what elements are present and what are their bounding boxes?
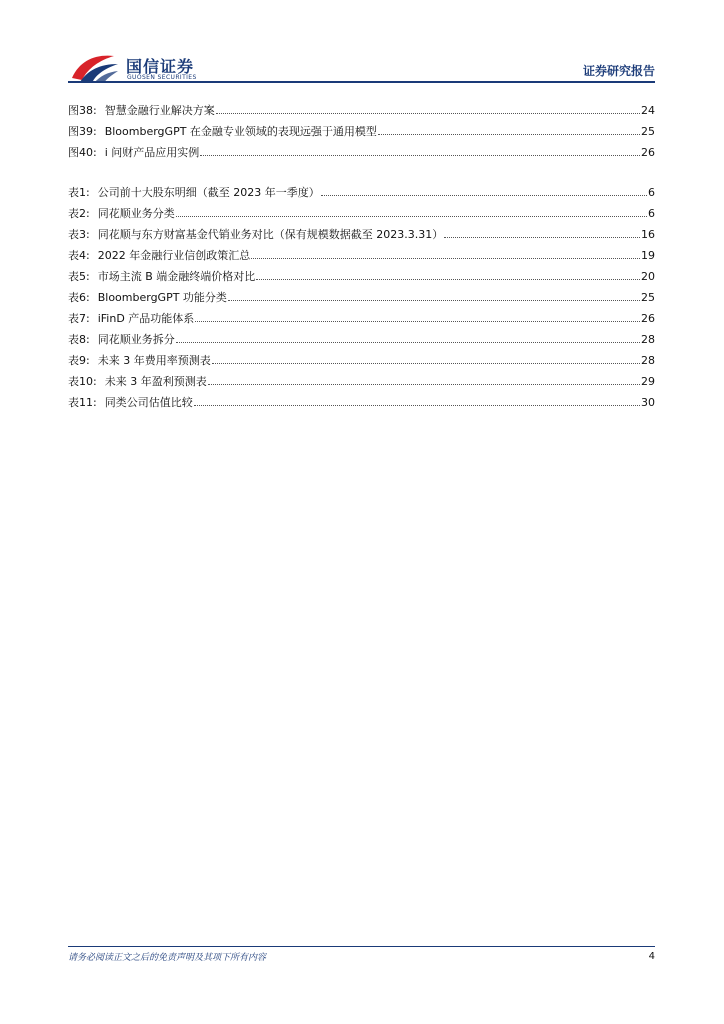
table-label: 表5:	[68, 270, 90, 283]
table-title: 同花顺业务分类	[97, 207, 175, 220]
table-page: 29	[641, 375, 655, 388]
table-entry[interactable]	[68, 373, 655, 394]
table-title: 公司前十大股东明细（截至 2023 年一季度）	[97, 186, 320, 199]
table-label: 表10:	[68, 375, 97, 388]
table-page: 6	[648, 186, 655, 199]
table-entry[interactable]	[68, 352, 655, 373]
logo-english-name: GUOSEN SECURITIES	[127, 74, 197, 81]
page-number: 4	[648, 951, 655, 962]
leader-dots	[212, 362, 640, 364]
table-label: 表7:	[68, 312, 90, 325]
table-title: 同花顺与东方财富基金代销业务对比（保有规模数据截至 2023.3.31）	[97, 228, 444, 241]
table-label: 表2:	[68, 207, 90, 220]
table-title: 市场主流 B 端金融终端价格对比	[97, 270, 256, 283]
table-title: 2022 年金融行业信创政策汇总	[97, 249, 251, 262]
table-entry[interactable]	[68, 268, 655, 289]
table-label: 表8:	[68, 333, 90, 346]
leader-dots	[176, 215, 647, 217]
figure-page: 26	[641, 146, 655, 159]
table-label: 表11:	[68, 396, 97, 409]
footer-divider	[68, 946, 655, 947]
figure-entry[interactable]	[68, 144, 655, 165]
figure-title: BloombergGPT 在金融专业领域的表现远强于通用模型	[104, 125, 377, 138]
table-page: 26	[641, 312, 655, 325]
table-list	[68, 184, 655, 415]
table-page: 30	[641, 396, 655, 409]
page-header	[0, 0, 724, 90]
guosen-logo-icon	[70, 52, 120, 84]
table-title: 未来 3 年盈利预测表	[104, 375, 207, 388]
leader-dots	[208, 383, 640, 385]
figure-page: 25	[641, 125, 655, 138]
leader-dots	[256, 278, 640, 280]
table-entry[interactable]	[68, 394, 655, 415]
figure-page: 24	[641, 104, 655, 117]
figure-title: i 问财产品应用实例	[104, 146, 200, 159]
leader-dots	[216, 112, 640, 114]
figure-label: 图38:	[68, 104, 97, 117]
figure-entry[interactable]	[68, 123, 655, 144]
table-entry[interactable]	[68, 205, 655, 226]
figure-title: 智慧金融行业解决方案	[104, 104, 215, 117]
table-entry[interactable]	[68, 247, 655, 268]
table-title: 同类公司估值比较	[104, 396, 193, 409]
leader-dots	[194, 404, 640, 406]
table-entry[interactable]	[68, 184, 655, 205]
table-entry[interactable]	[68, 289, 655, 310]
table-page: 19	[641, 249, 655, 262]
table-entry[interactable]	[68, 226, 655, 247]
figure-entry[interactable]	[68, 102, 655, 123]
table-title: 同花顺业务拆分	[97, 333, 175, 346]
leader-dots	[378, 133, 640, 135]
leader-dots	[228, 299, 640, 301]
leader-dots	[251, 257, 640, 259]
table-title: iFinD 产品功能体系	[97, 312, 195, 325]
table-page: 28	[641, 354, 655, 367]
leader-dots	[200, 154, 640, 156]
footer-disclaimer: 请务必阅读正文之后的免责声明及其项下所有内容	[68, 953, 267, 963]
table-label: 表3:	[68, 228, 90, 241]
leader-dots	[195, 320, 640, 322]
leader-dots	[444, 236, 640, 238]
leader-dots	[321, 194, 647, 196]
table-page: 20	[641, 270, 655, 283]
table-page: 28	[641, 333, 655, 346]
table-entry[interactable]	[68, 310, 655, 331]
table-title: BloombergGPT 功能分类	[97, 291, 227, 304]
figure-list	[68, 102, 655, 165]
table-page: 6	[648, 207, 655, 220]
table-label: 表9:	[68, 354, 90, 367]
table-entry[interactable]	[68, 331, 655, 352]
table-title: 未来 3 年费用率预测表	[97, 354, 211, 367]
report-type-label: 证券研究报告	[582, 64, 655, 78]
table-label: 表1:	[68, 186, 90, 199]
table-label: 表4:	[68, 249, 90, 262]
leader-dots	[176, 341, 640, 343]
logo-chinese-name: 国信证券	[126, 57, 195, 76]
table-page: 16	[641, 228, 655, 241]
figure-label: 图39:	[68, 125, 97, 138]
table-page: 25	[641, 291, 655, 304]
table-label: 表6:	[68, 291, 90, 304]
header-divider	[68, 81, 655, 83]
figure-label: 图40:	[68, 146, 97, 159]
